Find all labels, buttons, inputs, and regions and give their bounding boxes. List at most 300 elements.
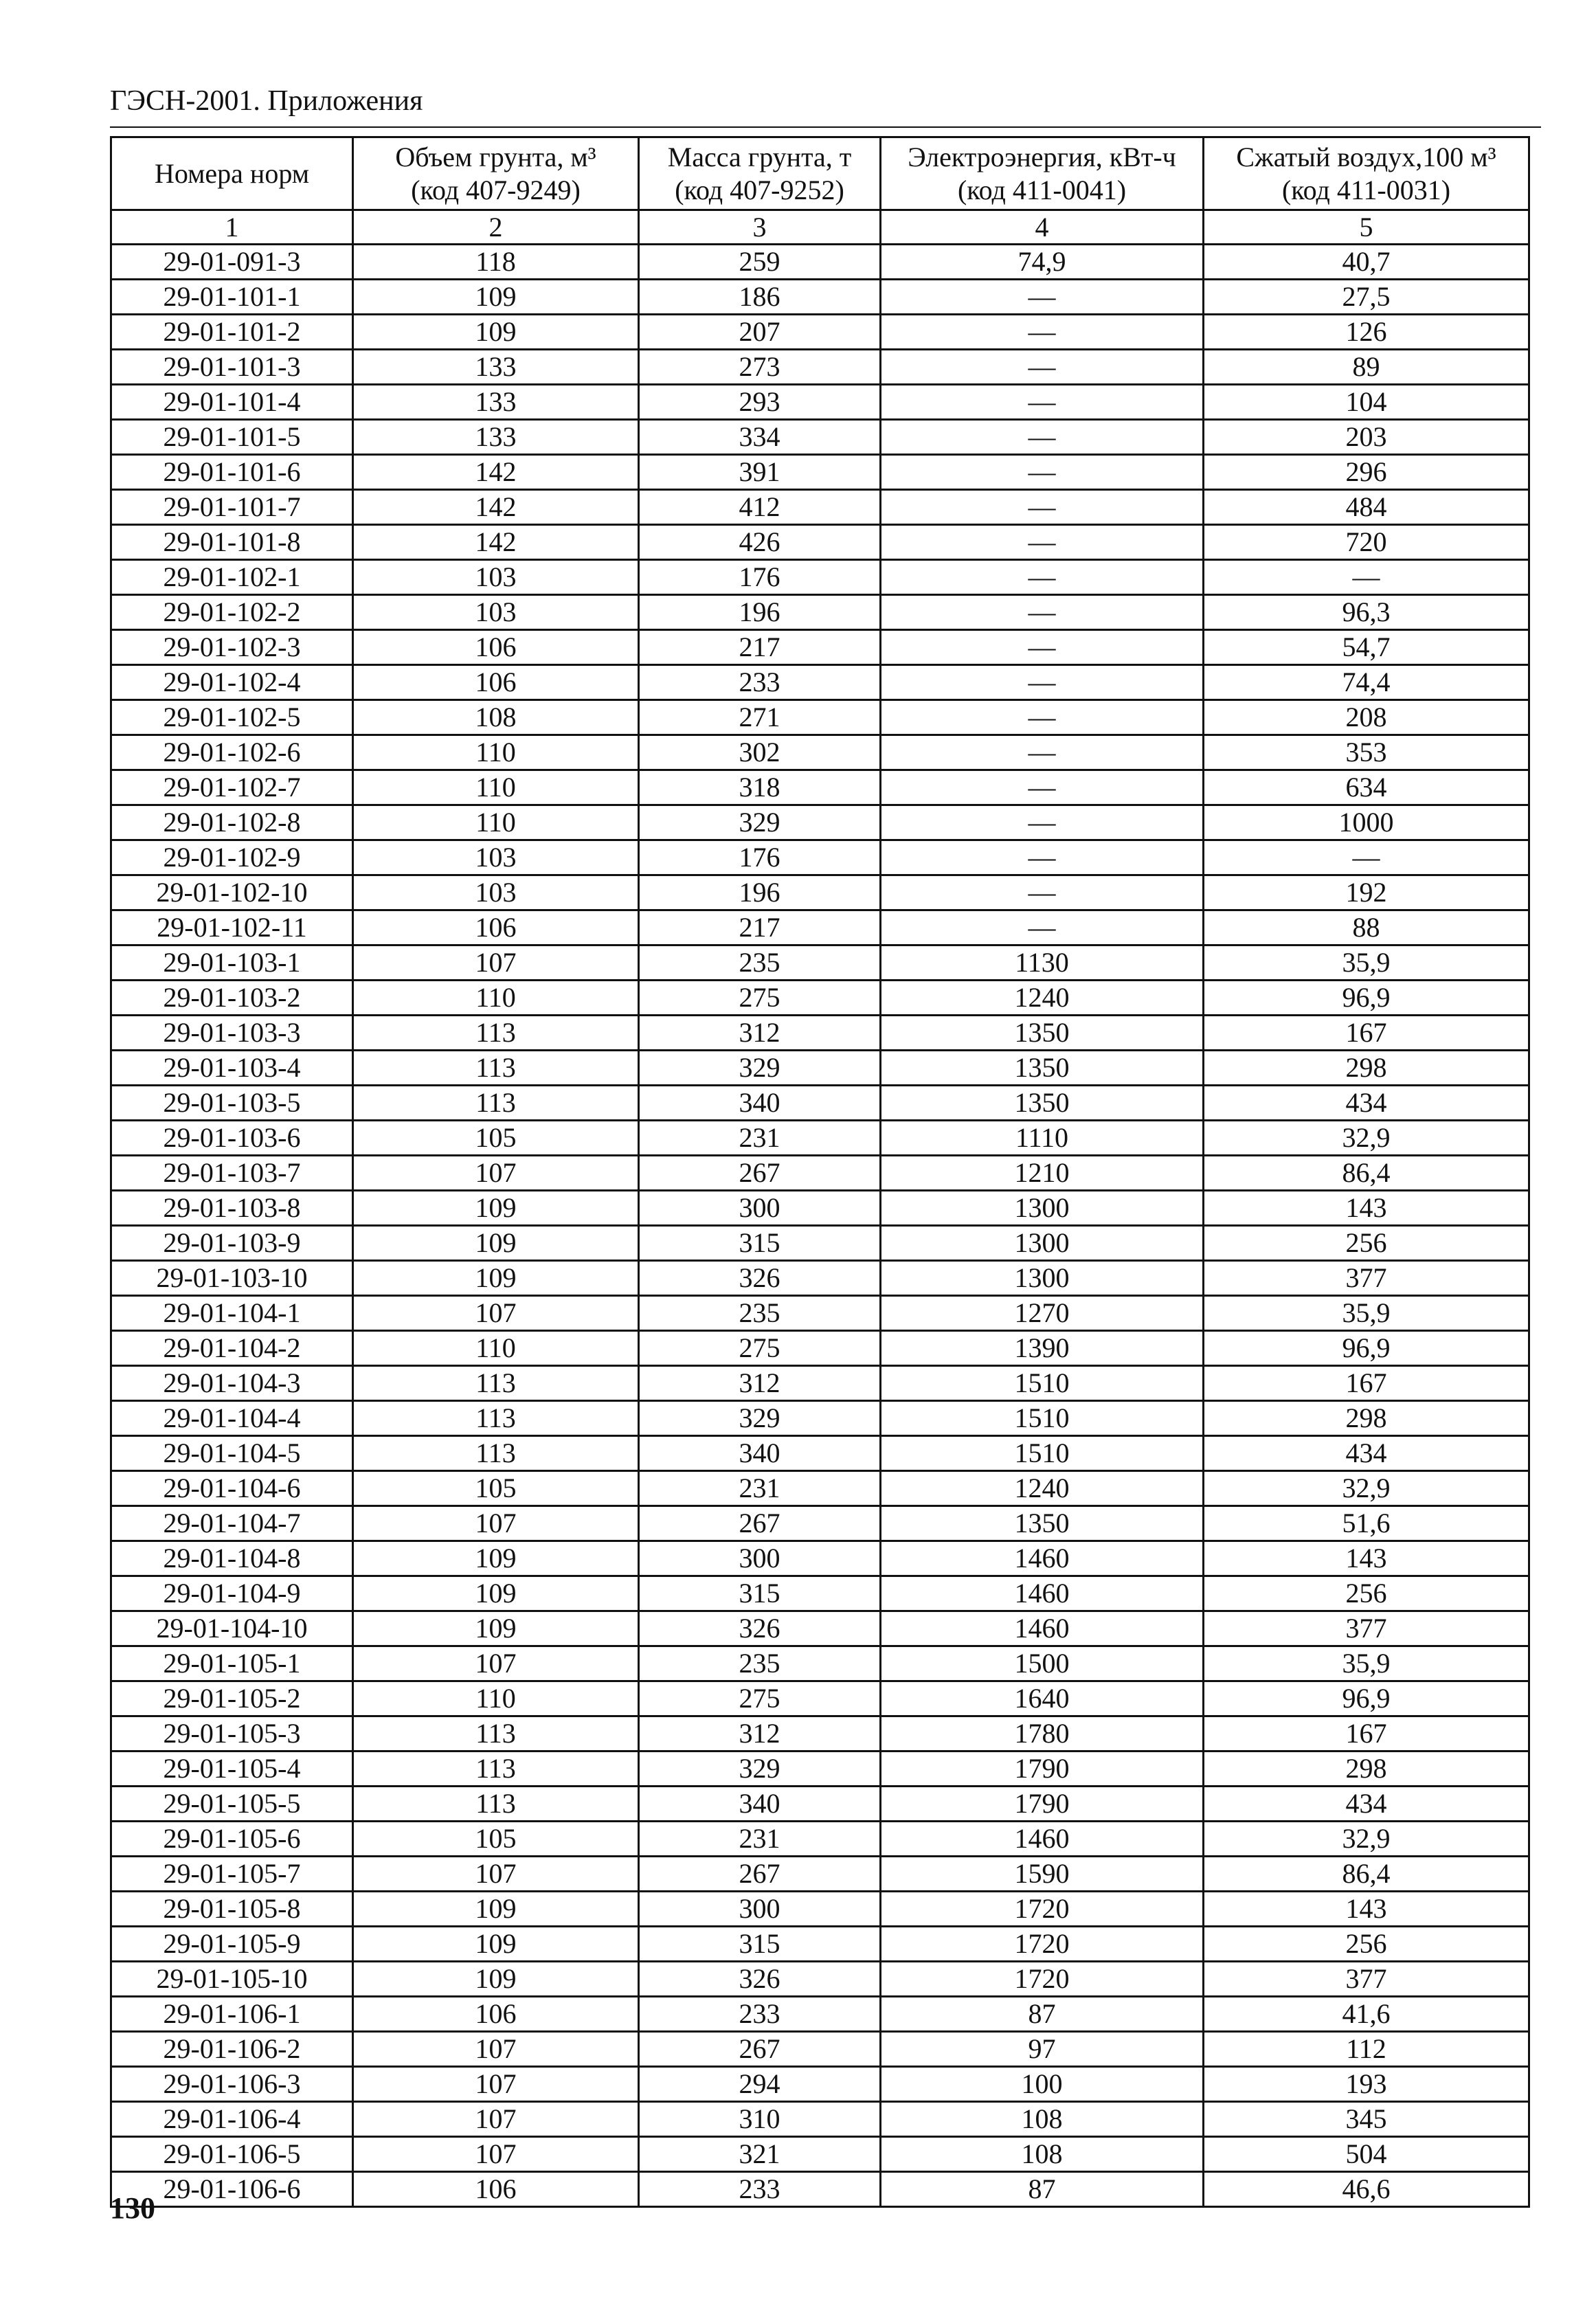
table-row: [111, 2102, 1529, 2137]
soil-mass-cell: 318: [639, 770, 881, 805]
table-row: [111, 981, 1529, 1016]
soil-volume-cell: 109: [353, 1576, 639, 1611]
electricity-cell: 1720: [881, 1927, 1204, 1962]
norm-number-cell: 29-01-106-5: [111, 2137, 353, 2172]
compressed-air-cell: —: [1204, 560, 1529, 595]
table-row: [111, 1857, 1529, 1892]
soil-volume-cell: 103: [353, 560, 639, 595]
page-number: 130: [110, 2191, 155, 2225]
table-row: [111, 2067, 1529, 2102]
norm-number-cell: 29-01-102-4: [111, 665, 353, 700]
compressed-air-cell: 167: [1204, 1016, 1529, 1051]
electricity-cell: 1790: [881, 1751, 1204, 1787]
column-header-line: Номера норм: [154, 157, 310, 189]
column-header-line: Электроэнергия, кВт-ч: [908, 141, 1176, 172]
soil-volume-cell: 109: [353, 1962, 639, 1997]
electricity-cell: 1640: [881, 1681, 1204, 1716]
soil-mass-cell: 231: [639, 1822, 881, 1857]
table-row: [111, 1086, 1529, 1121]
soil-mass-cell: 321: [639, 2137, 881, 2172]
soil-mass-cell: 267: [639, 1506, 881, 1541]
table-row: [111, 1787, 1529, 1822]
soil-mass-cell: 329: [639, 1051, 881, 1086]
soil-volume-cell: 133: [353, 420, 639, 455]
compressed-air-cell: 88: [1204, 910, 1529, 945]
soil-mass-cell: 326: [639, 1261, 881, 1296]
table-row: [111, 630, 1529, 665]
electricity-cell: 1780: [881, 1716, 1204, 1751]
soil-mass-cell: 302: [639, 735, 881, 770]
soil-mass-cell: 326: [639, 1611, 881, 1646]
norm-number-cell: 29-01-103-7: [111, 1156, 353, 1191]
compressed-air-cell: 296: [1204, 455, 1529, 490]
soil-mass-cell: 326: [639, 1962, 881, 1997]
norm-number-cell: 29-01-105-2: [111, 1681, 353, 1716]
norm-number-cell: 29-01-104-2: [111, 1331, 353, 1366]
norm-number-cell: 29-01-104-10: [111, 1611, 353, 1646]
table-row: [111, 350, 1529, 385]
electricity-cell: 1240: [881, 1471, 1204, 1506]
table-row: [111, 1541, 1529, 1576]
table-row: [111, 735, 1529, 770]
compressed-air-cell: 35,9: [1204, 1646, 1529, 1681]
compressed-air-cell: 434: [1204, 1436, 1529, 1471]
norm-number-cell: 29-01-106-1: [111, 1997, 353, 2032]
soil-volume-cell: 110: [353, 981, 639, 1016]
soil-volume-cell: 106: [353, 1997, 639, 2032]
electricity-cell: —: [881, 315, 1204, 350]
soil-volume-cell: 110: [353, 770, 639, 805]
table-row: [111, 840, 1529, 875]
norm-number-cell: 29-01-106-4: [111, 2102, 353, 2137]
soil-mass-cell: 334: [639, 420, 881, 455]
column-number-row: [111, 210, 1529, 245]
soil-volume-cell: 113: [353, 1086, 639, 1121]
soil-volume-cell: 113: [353, 1787, 639, 1822]
norm-number-cell: 29-01-101-2: [111, 315, 353, 350]
compressed-air-cell: 74,4: [1204, 665, 1529, 700]
soil-mass-cell: 273: [639, 350, 881, 385]
electricity-cell: 1350: [881, 1051, 1204, 1086]
column-header-electricity: [881, 137, 1204, 210]
table-row: [111, 490, 1529, 525]
soil-mass-cell: 235: [639, 945, 881, 981]
soil-volume-cell: 113: [353, 1716, 639, 1751]
soil-mass-cell: 233: [639, 1997, 881, 2032]
norm-number-cell: 29-01-101-6: [111, 455, 353, 490]
norm-number-cell: 29-01-103-3: [111, 1016, 353, 1051]
soil-mass-cell: 426: [639, 525, 881, 560]
electricity-cell: 1460: [881, 1611, 1204, 1646]
soil-mass-cell: 315: [639, 1576, 881, 1611]
compressed-air-cell: 256: [1204, 1576, 1529, 1611]
table-row: [111, 1927, 1529, 1962]
column-number: 2: [353, 210, 639, 245]
soil-volume-cell: 107: [353, 2102, 639, 2137]
soil-volume-cell: 113: [353, 1751, 639, 1787]
electricity-cell: 1350: [881, 1016, 1204, 1051]
norm-number-cell: 29-01-104-7: [111, 1506, 353, 1541]
column-header-code: (код 411-0031): [1281, 174, 1451, 205]
soil-volume-cell: 108: [353, 700, 639, 735]
compressed-air-cell: 1000: [1204, 805, 1529, 840]
table-row: [111, 945, 1529, 981]
soil-volume-cell: 107: [353, 1857, 639, 1892]
table-row: [111, 1436, 1529, 1471]
electricity-cell: 1130: [881, 945, 1204, 981]
table-header-row: [111, 137, 1529, 210]
soil-mass-cell: 259: [639, 245, 881, 280]
table-row: [111, 560, 1529, 595]
compressed-air-cell: 32,9: [1204, 1121, 1529, 1156]
table-row: [111, 875, 1529, 910]
table-row: [111, 1646, 1529, 1681]
electricity-cell: —: [881, 875, 1204, 910]
soil-volume-cell: 107: [353, 1296, 639, 1331]
soil-mass-cell: 217: [639, 630, 881, 665]
electricity-cell: —: [881, 840, 1204, 875]
table-row: [111, 1121, 1529, 1156]
soil-mass-cell: 231: [639, 1471, 881, 1506]
soil-mass-cell: 196: [639, 875, 881, 910]
table-row: [111, 1226, 1529, 1261]
compressed-air-cell: 104: [1204, 385, 1529, 420]
soil-volume-cell: 142: [353, 490, 639, 525]
running-title: ГЭСН-2001. Приложения: [110, 85, 423, 117]
electricity-cell: 1460: [881, 1541, 1204, 1576]
table-row: [111, 1401, 1529, 1436]
compressed-air-cell: 54,7: [1204, 630, 1529, 665]
soil-volume-cell: 133: [353, 350, 639, 385]
compressed-air-cell: 203: [1204, 420, 1529, 455]
table-row: [111, 700, 1529, 735]
table-row: [111, 525, 1529, 560]
soil-mass-cell: 186: [639, 280, 881, 315]
table-row: [111, 315, 1529, 350]
soil-volume-cell: 107: [353, 2067, 639, 2102]
norm-number-cell: 29-01-101-4: [111, 385, 353, 420]
compressed-air-cell: 377: [1204, 1962, 1529, 1997]
norm-number-cell: 29-01-101-3: [111, 350, 353, 385]
norm-number-cell: 29-01-102-3: [111, 630, 353, 665]
compressed-air-cell: 208: [1204, 700, 1529, 735]
norm-number-cell: 29-01-106-2: [111, 2032, 353, 2067]
compressed-air-cell: 40,7: [1204, 245, 1529, 280]
table-row: [111, 1261, 1529, 1296]
table-row: [111, 770, 1529, 805]
electricity-cell: —: [881, 910, 1204, 945]
soil-mass-cell: 294: [639, 2067, 881, 2102]
electricity-cell: —: [881, 595, 1204, 630]
electricity-cell: 1510: [881, 1436, 1204, 1471]
electricity-cell: 1510: [881, 1366, 1204, 1401]
column-header-code: (код 411-0041): [957, 174, 1127, 205]
electricity-cell: 108: [881, 2102, 1204, 2137]
electricity-cell: —: [881, 805, 1204, 840]
compressed-air-cell: 89: [1204, 350, 1529, 385]
compressed-air-cell: 143: [1204, 1541, 1529, 1576]
compressed-air-cell: 256: [1204, 1226, 1529, 1261]
soil-mass-cell: 312: [639, 1016, 881, 1051]
norms-table: [110, 136, 1530, 2208]
table-row: [111, 1471, 1529, 1506]
table-row: [111, 280, 1529, 315]
compressed-air-cell: 298: [1204, 1401, 1529, 1436]
table-row: [111, 455, 1529, 490]
compressed-air-cell: 126: [1204, 315, 1529, 350]
soil-volume-cell: 107: [353, 1646, 639, 1681]
norm-number-cell: 29-01-103-4: [111, 1051, 353, 1086]
soil-volume-cell: 142: [353, 455, 639, 490]
electricity-cell: —: [881, 525, 1204, 560]
soil-volume-cell: 109: [353, 1611, 639, 1646]
norm-number-cell: 29-01-101-1: [111, 280, 353, 315]
compressed-air-cell: 35,9: [1204, 1296, 1529, 1331]
soil-mass-cell: 235: [639, 1646, 881, 1681]
soil-mass-cell: 267: [639, 1857, 881, 1892]
compressed-air-cell: 434: [1204, 1787, 1529, 1822]
column-number: 5: [1204, 210, 1529, 245]
electricity-cell: 74,9: [881, 245, 1204, 280]
column-number: 4: [881, 210, 1204, 245]
soil-mass-cell: 329: [639, 1401, 881, 1436]
electricity-cell: 108: [881, 2137, 1204, 2172]
soil-volume-cell: 109: [353, 280, 639, 315]
soil-volume-cell: 107: [353, 945, 639, 981]
electricity-cell: 87: [881, 1997, 1204, 2032]
soil-mass-cell: 275: [639, 981, 881, 1016]
norm-number-cell: 29-01-102-10: [111, 875, 353, 910]
soil-mass-cell: 207: [639, 315, 881, 350]
soil-mass-cell: 233: [639, 2172, 881, 2207]
compressed-air-cell: 192: [1204, 875, 1529, 910]
electricity-cell: 1720: [881, 1962, 1204, 1997]
soil-volume-cell: 107: [353, 1506, 639, 1541]
table-row: [111, 1506, 1529, 1541]
soil-mass-cell: 176: [639, 840, 881, 875]
column-header-code: (код 407-9249): [411, 174, 581, 205]
electricity-cell: 87: [881, 2172, 1204, 2207]
compressed-air-cell: 41,6: [1204, 1997, 1529, 2032]
electricity-cell: —: [881, 560, 1204, 595]
norm-number-cell: 29-01-102-1: [111, 560, 353, 595]
electricity-cell: —: [881, 770, 1204, 805]
column-header-line: Масса грунта, т: [667, 141, 852, 172]
table-row: [111, 1191, 1529, 1226]
table-row: [111, 665, 1529, 700]
electricity-cell: —: [881, 280, 1204, 315]
norm-number-cell: 29-01-091-3: [111, 245, 353, 280]
soil-mass-cell: 340: [639, 1086, 881, 1121]
electricity-cell: 1110: [881, 1121, 1204, 1156]
norm-number-cell: 29-01-105-7: [111, 1857, 353, 1892]
column-header-line: Сжатый воздух,100 м³: [1236, 141, 1496, 172]
soil-mass-cell: 315: [639, 1226, 881, 1261]
electricity-cell: 1390: [881, 1331, 1204, 1366]
soil-mass-cell: 275: [639, 1331, 881, 1366]
norm-number-cell: 29-01-105-6: [111, 1822, 353, 1857]
electricity-cell: 1240: [881, 981, 1204, 1016]
table-row: [111, 1997, 1529, 2032]
electricity-cell: 1210: [881, 1156, 1204, 1191]
electricity-cell: —: [881, 630, 1204, 665]
electricity-cell: 100: [881, 2067, 1204, 2102]
electricity-cell: —: [881, 455, 1204, 490]
compressed-air-cell: 484: [1204, 490, 1529, 525]
electricity-cell: 1350: [881, 1506, 1204, 1541]
soil-volume-cell: 110: [353, 1331, 639, 1366]
compressed-air-cell: 86,4: [1204, 1156, 1529, 1191]
soil-volume-cell: 110: [353, 735, 639, 770]
soil-volume-cell: 133: [353, 385, 639, 420]
electricity-cell: —: [881, 385, 1204, 420]
norm-number-cell: 29-01-102-9: [111, 840, 353, 875]
soil-mass-cell: 176: [639, 560, 881, 595]
soil-volume-cell: 142: [353, 525, 639, 560]
electricity-cell: 1350: [881, 1086, 1204, 1121]
soil-mass-cell: 312: [639, 1716, 881, 1751]
soil-volume-cell: 113: [353, 1366, 639, 1401]
compressed-air-cell: 298: [1204, 1051, 1529, 1086]
norm-number-cell: 29-01-104-1: [111, 1296, 353, 1331]
compressed-air-cell: 112: [1204, 2032, 1529, 2067]
norm-number-cell: 29-01-103-1: [111, 945, 353, 981]
electricity-cell: —: [881, 420, 1204, 455]
soil-mass-cell: 267: [639, 2032, 881, 2067]
soil-mass-cell: 412: [639, 490, 881, 525]
norm-number-cell: 29-01-102-5: [111, 700, 353, 735]
compressed-air-cell: 345: [1204, 2102, 1529, 2137]
table-row: [111, 595, 1529, 630]
electricity-cell: 1510: [881, 1401, 1204, 1436]
soil-volume-cell: 113: [353, 1401, 639, 1436]
soil-volume-cell: 106: [353, 665, 639, 700]
table-row: [111, 1051, 1529, 1086]
electricity-cell: 1500: [881, 1646, 1204, 1681]
compressed-air-cell: 35,9: [1204, 945, 1529, 981]
soil-volume-cell: 107: [353, 2032, 639, 2067]
compressed-air-cell: 46,6: [1204, 2172, 1529, 2207]
norm-number-cell: 29-01-105-10: [111, 1962, 353, 1997]
soil-volume-cell: 109: [353, 315, 639, 350]
norm-number-cell: 29-01-104-3: [111, 1366, 353, 1401]
soil-mass-cell: 312: [639, 1366, 881, 1401]
compressed-air-cell: 96,3: [1204, 595, 1529, 630]
norm-number-cell: 29-01-103-5: [111, 1086, 353, 1121]
norm-number-cell: 29-01-102-11: [111, 910, 353, 945]
table-row: [111, 805, 1529, 840]
soil-volume-cell: 106: [353, 630, 639, 665]
soil-mass-cell: 235: [639, 1296, 881, 1331]
norm-number-cell: 29-01-102-6: [111, 735, 353, 770]
compressed-air-cell: 167: [1204, 1716, 1529, 1751]
norm-number-cell: 29-01-103-9: [111, 1226, 353, 1261]
table-row: [111, 2137, 1529, 2172]
table-row: [111, 1296, 1529, 1331]
electricity-cell: 1300: [881, 1261, 1204, 1296]
compressed-air-cell: 634: [1204, 770, 1529, 805]
soil-mass-cell: 275: [639, 1681, 881, 1716]
column-number: 3: [639, 210, 881, 245]
compressed-air-cell: 32,9: [1204, 1471, 1529, 1506]
soil-volume-cell: 113: [353, 1016, 639, 1051]
norm-number-cell: 29-01-104-8: [111, 1541, 353, 1576]
table-row: [111, 1822, 1529, 1857]
norm-number-cell: 29-01-104-4: [111, 1401, 353, 1436]
compressed-air-cell: 353: [1204, 735, 1529, 770]
soil-volume-cell: 103: [353, 840, 639, 875]
soil-volume-cell: 109: [353, 1927, 639, 1962]
soil-volume-cell: 118: [353, 245, 639, 280]
norm-number-cell: 29-01-101-7: [111, 490, 353, 525]
norm-number-cell: 29-01-103-6: [111, 1121, 353, 1156]
norm-number-cell: 29-01-103-8: [111, 1191, 353, 1226]
soil-volume-cell: 109: [353, 1226, 639, 1261]
electricity-cell: 1300: [881, 1191, 1204, 1226]
soil-volume-cell: 110: [353, 805, 639, 840]
soil-mass-cell: 300: [639, 1541, 881, 1576]
soil-volume-cell: 103: [353, 875, 639, 910]
norm-number-cell: 29-01-104-9: [111, 1576, 353, 1611]
soil-mass-cell: 196: [639, 595, 881, 630]
table-row: [111, 245, 1529, 280]
norm-number-cell: 29-01-105-5: [111, 1787, 353, 1822]
soil-volume-cell: 106: [353, 2172, 639, 2207]
column-header-code: (код 407-9252): [675, 174, 844, 205]
table-row: [111, 1751, 1529, 1787]
column-header-compressed-air: [1204, 137, 1529, 210]
norm-number-cell: 29-01-103-10: [111, 1261, 353, 1296]
norm-number-cell: 29-01-103-2: [111, 981, 353, 1016]
norm-number-cell: 29-01-102-7: [111, 770, 353, 805]
header-rule: [110, 126, 1541, 128]
table-row: [111, 1366, 1529, 1401]
column-header-soil-mass: [639, 137, 881, 210]
electricity-cell: —: [881, 735, 1204, 770]
norm-number-cell: 29-01-104-5: [111, 1436, 353, 1471]
soil-mass-cell: 267: [639, 1156, 881, 1191]
norm-number-cell: 29-01-105-1: [111, 1646, 353, 1681]
soil-volume-cell: 105: [353, 1471, 639, 1506]
soil-mass-cell: 315: [639, 1927, 881, 1962]
soil-mass-cell: 300: [639, 1191, 881, 1226]
compressed-air-cell: 377: [1204, 1611, 1529, 1646]
compressed-air-cell: 167: [1204, 1366, 1529, 1401]
norm-number-cell: 29-01-106-6: [111, 2172, 353, 2207]
norm-number-cell: 29-01-105-9: [111, 1927, 353, 1962]
electricity-cell: 1790: [881, 1787, 1204, 1822]
table-row: [111, 1716, 1529, 1751]
table-row: [111, 1681, 1529, 1716]
electricity-cell: 97: [881, 2032, 1204, 2067]
soil-mass-cell: 310: [639, 2102, 881, 2137]
soil-volume-cell: 107: [353, 1156, 639, 1191]
norm-number-cell: 29-01-105-4: [111, 1751, 353, 1787]
electricity-cell: 1460: [881, 1822, 1204, 1857]
compressed-air-cell: 96,9: [1204, 981, 1529, 1016]
soil-volume-cell: 105: [353, 1822, 639, 1857]
electricity-cell: 1270: [881, 1296, 1204, 1331]
norm-number-cell: 29-01-101-8: [111, 525, 353, 560]
compressed-air-cell: 27,5: [1204, 280, 1529, 315]
table-row: [111, 1016, 1529, 1051]
electricity-cell: 1720: [881, 1892, 1204, 1927]
compressed-air-cell: 298: [1204, 1751, 1529, 1787]
electricity-cell: —: [881, 700, 1204, 735]
soil-mass-cell: 233: [639, 665, 881, 700]
electricity-cell: —: [881, 665, 1204, 700]
compressed-air-cell: —: [1204, 840, 1529, 875]
